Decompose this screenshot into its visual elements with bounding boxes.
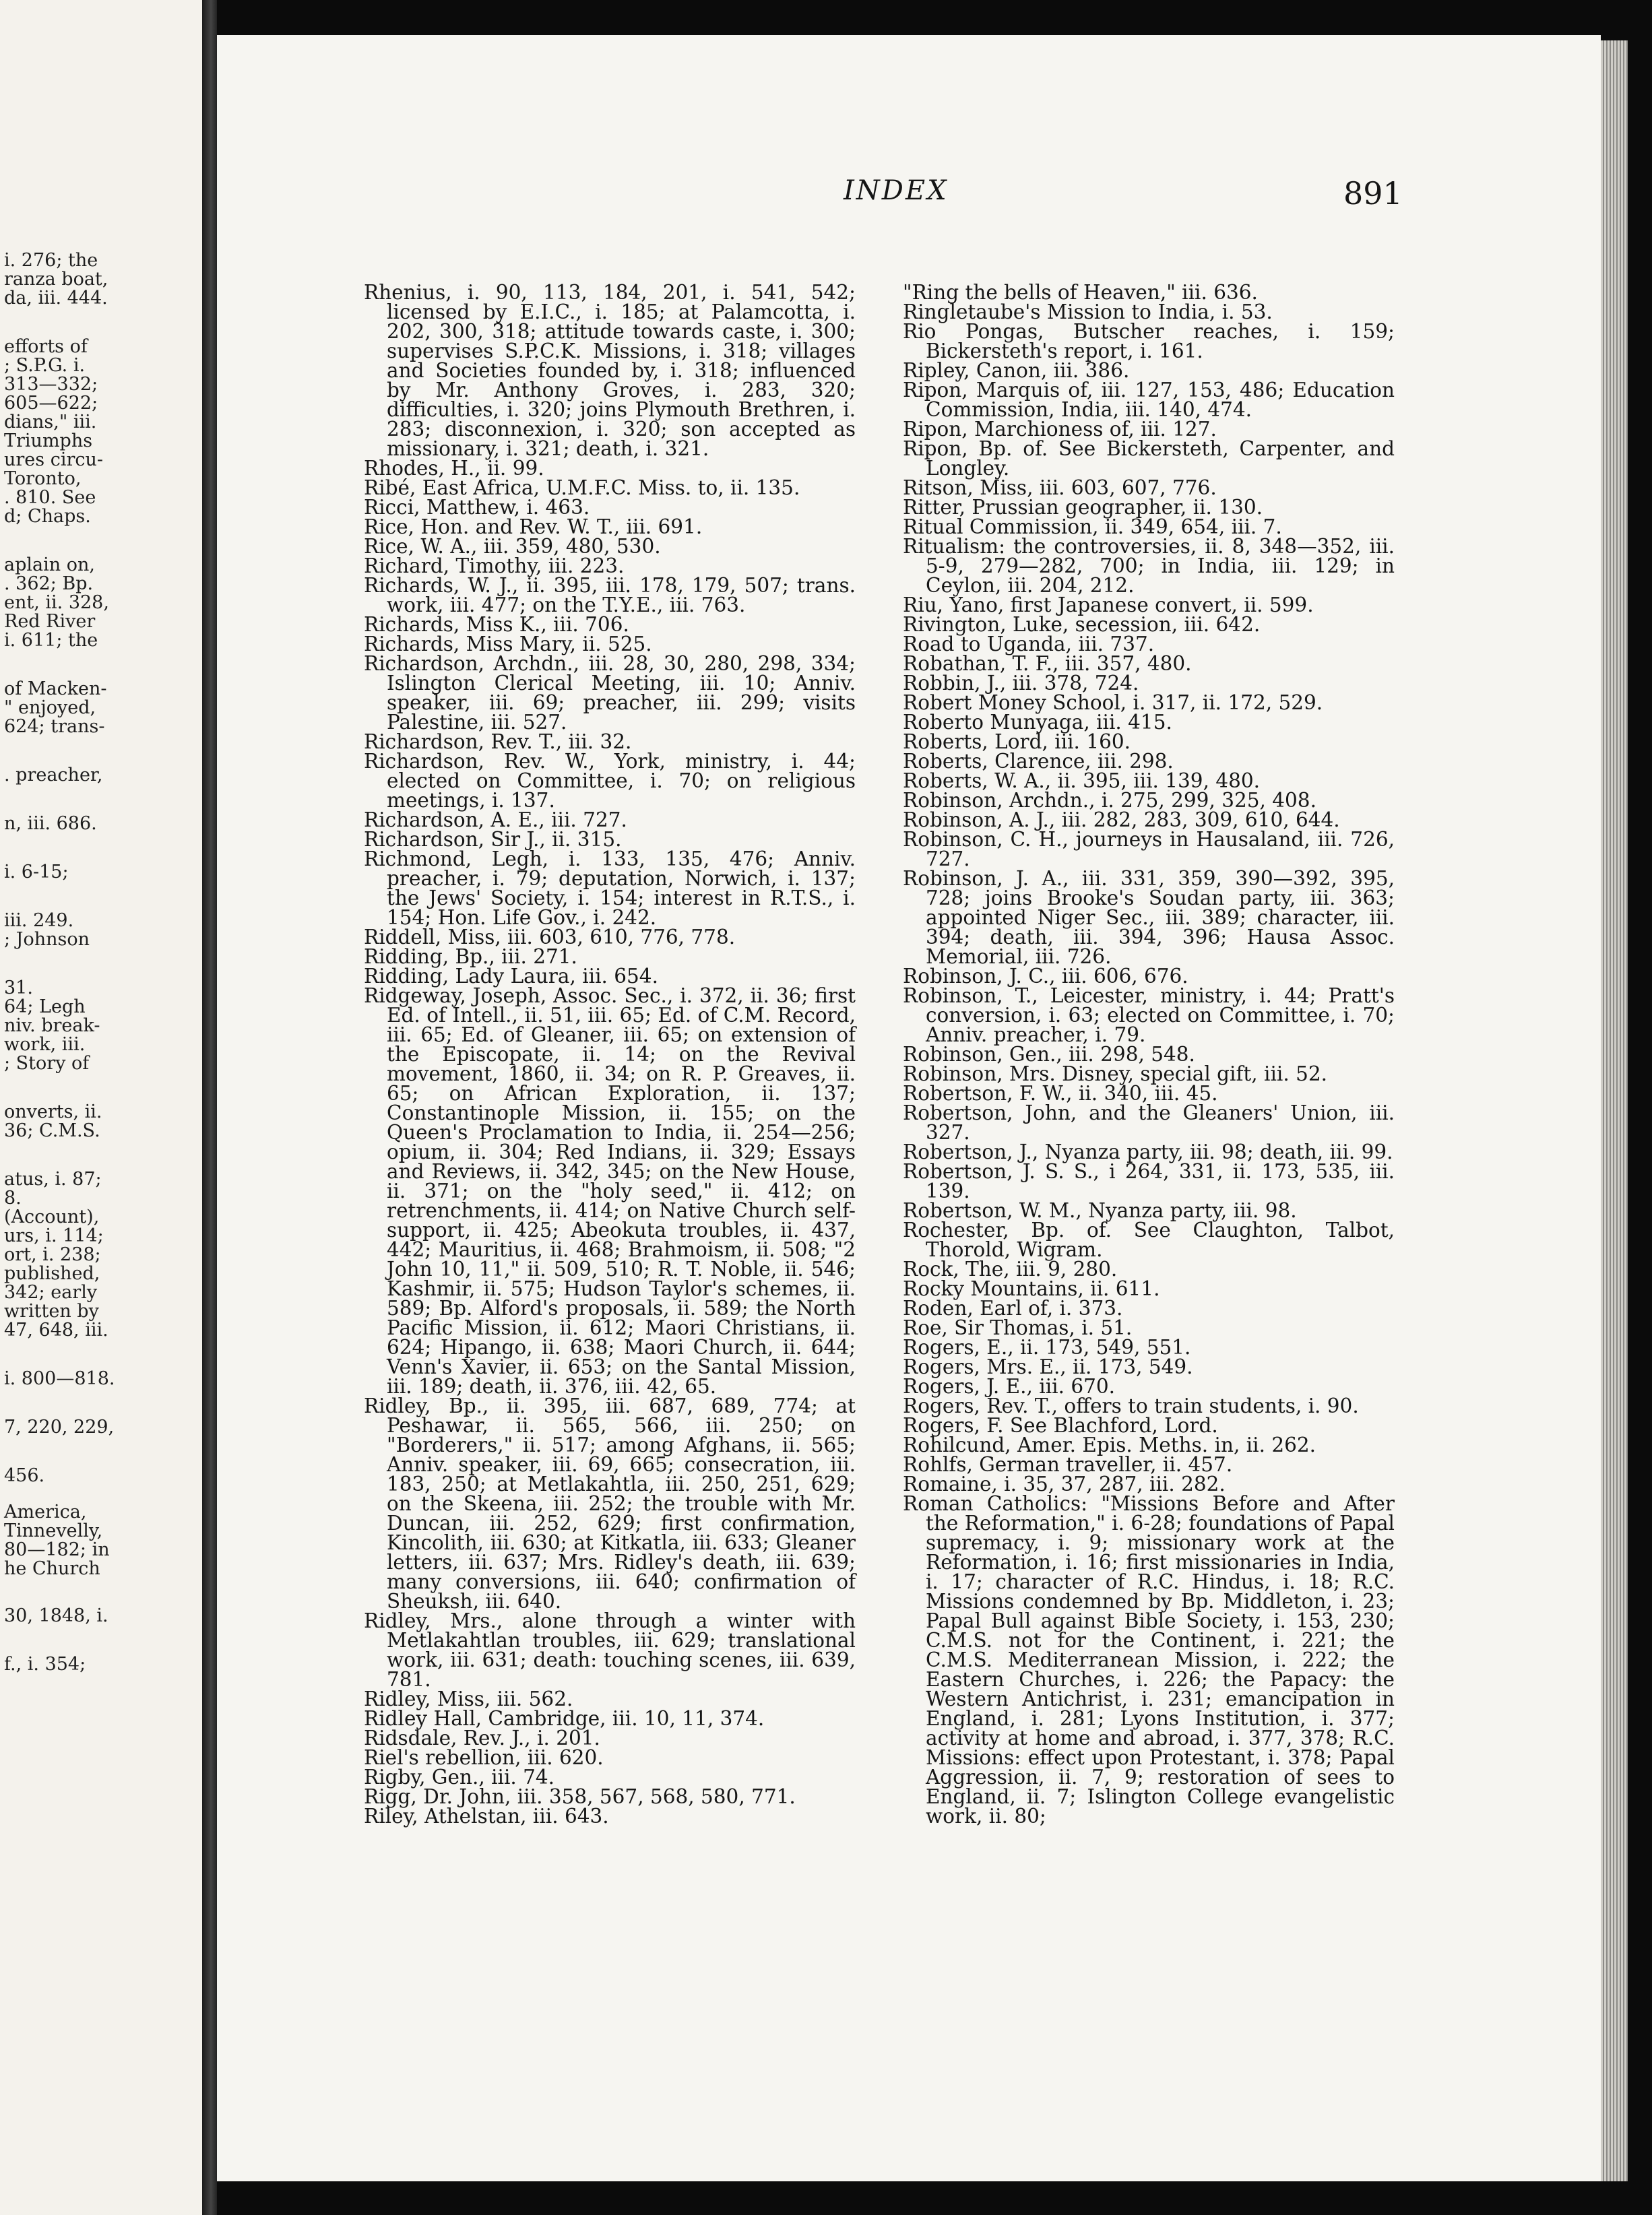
facing-page-line: Triumphs <box>4 430 93 451</box>
facing-page-line: . 810. See <box>4 487 96 508</box>
index-entry: Robinson, Archdn., i. 275, 299, 325, 408. <box>903 789 1316 812</box>
facing-page-line: dians," iii. <box>4 412 97 432</box>
facing-page-line: atus, i. 87; <box>4 1169 102 1190</box>
index-entry: Ripon, Bp. of. See Bickersteth, Carpenter, and Longley. <box>903 437 1395 480</box>
facing-page-line: 31. <box>4 977 33 998</box>
index-entry: Robertson, F. W., ii. 340, iii. 45. <box>903 1082 1218 1105</box>
index-entry: Rochester, Bp. of. See Claughton, Talbot, Thorold, Wigram. <box>903 1219 1395 1261</box>
facing-page-line: 342; early <box>4 1282 98 1303</box>
index-entry: Robertson, W. M., Nyanza party, iii. 98. <box>903 1199 1297 1222</box>
index-entry: Richardson, Sir J., ii. 315. <box>364 828 622 851</box>
facing-page-line: 456. <box>4 1465 45 1486</box>
facing-page-line: i. 6-15; <box>4 862 69 882</box>
index-entry: Richardson, A. E., iii. 727. <box>364 808 627 831</box>
index-entry: Robbin, J., iii. 378, 724. <box>903 672 1139 695</box>
facing-page-line: iii. 249. <box>4 910 74 931</box>
index-entry: Robertson, J. S. S., i 264, 331, ii. 173, 535, iii. 139. <box>903 1160 1395 1202</box>
facing-page-line: written by <box>4 1301 99 1322</box>
facing-page-line: niv. break- <box>4 1015 100 1036</box>
facing-page-line: (Account), <box>4 1207 100 1227</box>
facing-page-line: ranza boat, <box>4 269 108 290</box>
index-column-right <box>903 283 1395 1826</box>
facing-page-line: 605—622; <box>4 393 98 414</box>
facing-page-fragment <box>0 0 202 2215</box>
index-entry: Robinson, T., Leicester, ministry, i. 44; Pratt's conversion, i. 63; elected on Committee, i. 70; Anniv. preacher, i. 79. <box>903 984 1395 1046</box>
index-entry: Ridding, Bp., iii. 271. <box>364 945 577 968</box>
facing-page-line: ort, i. 238; <box>4 1244 101 1265</box>
facing-page-line: Red River <box>4 611 96 632</box>
index-entry: Rogers, Rev. T., offers to train students, i. 90. <box>903 1394 1359 1417</box>
facing-page-line: published, <box>4 1263 100 1284</box>
facing-page-line: . 362; Bp. <box>4 573 94 594</box>
facing-page-line: 36; C.M.S. <box>4 1120 100 1141</box>
index-entry: Rigby, Gen., iii. 74. <box>364 1766 555 1789</box>
facing-page-line: da, iii. 444. <box>4 288 108 309</box>
index-entry: Ritter, Prussian geographer, ii. 130. <box>903 496 1263 519</box>
index-entry: Ridley, Miss, iii. 562. <box>364 1688 573 1710</box>
index-entry: Rio Pongas, Butscher reaches, i. 159; Bickersteth's report, i. 161. <box>903 320 1395 362</box>
facing-page-line: ; Story of <box>4 1053 90 1074</box>
index-entry: Rogers, F. See Blachford, Lord. <box>903 1414 1218 1437</box>
index-entry: Riel's rebellion, iii. 620. <box>364 1746 604 1769</box>
facing-page-line: ; Johnson <box>4 929 90 950</box>
facing-page-line: 47, 648, iii. <box>4 1320 108 1341</box>
index-entry: Ripley, Canon, iii. 386. <box>903 359 1130 382</box>
index-entry: Robertson, John, and the Gleaners' Union, iii. 327. <box>903 1101 1395 1144</box>
index-entry: Richard, Timothy, iii. 223. <box>364 554 625 577</box>
facing-page-line: i. 800—818. <box>4 1368 115 1389</box>
index-entry: Richardson, Rev. W., York, ministry, i. 44; elected on Committee, i. 70; on religious meetings, i. 137. <box>364 750 856 812</box>
facing-page-line: " enjoyed, <box>4 697 96 718</box>
facing-page-line: ent, ii. 328, <box>4 592 109 613</box>
facing-page-line: urs, i. 114; <box>4 1225 104 1246</box>
index-entry: Ridley, Bp., ii. 395, iii. 687, 689, 774; at Peshawar, ii. 565, 566, iii. 250; on "Borderers," ii. 517; among Afghans, ii. 565; Anniv. speaker, iii. 69, 665; consecration, iii. 183, 250; at Metlakahtla, iii. 250, 251, 629; on the Skeena, iii. 252; the trouble with Mr. Duncan, iii. 252, 629; first confirmation, Kincolith, iii. 630; at Kitkatla, iii. 633; Gleaner letters, iii. 637; Mrs. Ridley's death, iii. 639; many conversions, iii. 640; confirmation of Sheuksh, iii. 640. <box>364 1394 856 1613</box>
index-entry: Ridley, Mrs., alone through a winter with Metlakahtlan troubles, iii. 629; translational work, iii. 631; death: touching scenes, iii. 639, 781. <box>364 1609 856 1691</box>
index-entry: Richards, W. J., ii. 395, iii. 178, 179, 507; trans. work, iii. 477; on the T.Y.E., iii. 763. <box>364 574 856 616</box>
index-entry: Richards, Miss Mary, ii. 525. <box>364 633 652 655</box>
index-entry: Rogers, E., ii. 173, 549, 551. <box>903 1336 1191 1359</box>
index-entry: Rogers, J. E., iii. 670. <box>903 1375 1116 1398</box>
index-entry: Richardson, Archdn., iii. 28, 30, 280, 298, 334; Islington Clerical Meeting, iii. 10; Anniv. speaker, iii. 69; preacher, iii. 299; visits Palestine, iii. 527. <box>364 652 856 734</box>
facing-page-line: 64; Legh <box>4 996 86 1017</box>
index-page <box>217 35 1601 2181</box>
index-entry: Robinson, J. C., iii. 606, 676. <box>903 965 1188 988</box>
index-entry: Roman Catholics: "Missions Before and After the Reformation," i. 6-28; foundations of Papal supremacy, i. 9; missionary work at the Reformation, i. 16; first missionaries in India, i. 17; character of R.C. Hindus, i. 18; R.C. Missions condemned by Bp. Middleton, i. 23; Papal Bull against Bible Society, i. 153, 230; C.M.S. not for the Continent, i. 221; the C.M.S. Mediterranean Mission, i. 222; the Eastern Churches, i. 226; the Papacy: the Western Antichrist, i. 231; emancipation in England, i. 281; Lyons Institution, i. 377; activity at home and abroad, i. 377, 378; R.C. Missions: effect upon Protestant, i. 378; Papal Aggression, ii. 7, 9; restoration of sees to England, ii. 7; Islington College evangelistic work, ii. 80; <box>903 1492 1395 1828</box>
facing-page-line: Tinnevelly, <box>4 1520 103 1541</box>
index-entry: Rohilcund, Amer. Epis. Meths. in, ii. 262. <box>903 1434 1316 1456</box>
index-entry: Robinson, A. J., iii. 282, 283, 309, 610, 644. <box>903 808 1340 831</box>
index-entry: Robinson, Gen., iii. 298, 548. <box>903 1043 1195 1066</box>
facing-page-line: Toronto, <box>4 468 82 489</box>
index-entry: Riu, Yano, first Japanese convert, ii. 599. <box>903 593 1314 616</box>
index-entry: Robert Money School, i. 317, ii. 172, 529. <box>903 691 1323 714</box>
index-entry: Rice, W. A., iii. 359, 480, 530. <box>364 535 661 558</box>
index-entry: Rigg, Dr. John, iii. 358, 567, 568, 580, 771. <box>364 1785 796 1808</box>
index-column-left <box>364 283 856 1826</box>
index-entry: Ritualism: the controversies, ii. 8, 348—352, iii. 5-9, 279—282, 700; in India, iii. 129; in Ceylon, iii. 204, 212. <box>903 535 1395 597</box>
index-entry: Robathan, T. F., iii. 357, 480. <box>903 652 1192 675</box>
index-entry: Robinson, C. H., journeys in Hausaland, iii. 726, 727. <box>903 828 1395 870</box>
index-entry: Ringletaube's Mission to India, i. 53. <box>903 300 1273 323</box>
index-entry: Robinson, Mrs. Disney, special gift, iii. 52. <box>903 1062 1327 1085</box>
facing-page-line: 624; trans- <box>4 716 105 737</box>
index-entry: Ritson, Miss, iii. 603, 607, 776. <box>903 476 1217 499</box>
index-entry: Riley, Athelstan, iii. 643. <box>364 1805 609 1828</box>
index-entry: Rhodes, H., ii. 99. <box>364 457 544 480</box>
index-entry: Ridley Hall, Cambridge, iii. 10, 11, 374. <box>364 1707 765 1730</box>
index-entry: Ribé, East Africa, U.M.F.C. Miss. to, ii. 135. <box>364 476 800 499</box>
facing-page-line: i. 276; the <box>4 250 98 271</box>
facing-page-line: work, iii. <box>4 1034 86 1055</box>
index-entry: Ricci, Matthew, i. 463. <box>364 496 590 519</box>
index-entry: Roberto Munyaga, iii. 415. <box>903 711 1172 734</box>
index-entry: Robinson, J. A., iii. 331, 359, 390—392, 395, 728; joins Brooke's Soudan party, iii. 363; appointed Niger Sec., iii. 389; character, iii. 394; death, iii. 394, 396; Hausa Assoc. Memorial, iii. 726. <box>903 867 1395 968</box>
facing-page-line: aplain on, <box>4 554 95 575</box>
facing-page-line: . preacher, <box>4 765 103 785</box>
index-entry: Rogers, Mrs. E., ii. 173, 549. <box>903 1355 1193 1378</box>
index-entry: Romaine, i. 35, 37, 287, iii. 282. <box>903 1473 1226 1496</box>
index-entry: Rohlfs, German traveller, ii. 457. <box>903 1453 1233 1476</box>
index-entry: Ridsdale, Rev. J., i. 201. <box>364 1727 600 1749</box>
facing-page-line: onverts, ii. <box>4 1101 102 1122</box>
facing-page-line: 8. <box>4 1188 22 1209</box>
index-entry: Ripon, Marquis of, iii. 127, 153, 486; Education Commission, India, iii. 140, 474. <box>903 379 1395 421</box>
index-entry: Rhenius, i. 90, 113, 184, 201, i. 541, 542; licensed by E.I.C., i. 185; at Palamcotta, i. 202, 300, 318; attitude towards caste, i. 300; supervises S.P.C.K. Missions, i. 318; villages and Societies founded by, i. 318; influenced by Mr. Anthony Groves, i. 283, 320; difficulties, i. 320; joins Plymouth Brethren, i. 283; disconnexion, i. 320; son accepted as missionary, i. 321; death, i. 321. <box>364 281 856 460</box>
index-entry: Richmond, Legh, i. 133, 135, 476; Anniv. preacher, i. 79; deputation, Norwich, i. 137; the Jews' Society, i. 154; interest in R.T.S., i. 154; Hon. Life Gov., i. 242. <box>364 847 856 929</box>
index-entry: Rock, The, iii. 9, 280. <box>903 1258 1118 1281</box>
facing-page-line: efforts of <box>4 336 88 357</box>
facing-page-line: 80—182; in <box>4 1539 110 1560</box>
index-entry: Road to Uganda, iii. 737. <box>903 633 1155 655</box>
running-head: INDEX <box>844 175 949 206</box>
facing-page-line: d; Chaps. <box>4 506 91 527</box>
page-number: 891 <box>1343 175 1403 212</box>
index-entry: Ridding, Lady Laura, iii. 654. <box>364 965 658 988</box>
page-edges <box>1601 40 1628 2181</box>
facing-page-line: 7, 220, 229, <box>4 1417 115 1438</box>
index-entry: Ripon, Marchioness of, iii. 127. <box>903 418 1217 441</box>
index-entry: Rivington, Luke, secession, iii. 642. <box>903 613 1261 636</box>
index-entry: Roden, Earl of, i. 373. <box>903 1297 1123 1320</box>
index-entry: Roe, Sir Thomas, i. 51. <box>903 1316 1133 1339</box>
index-entry: Roberts, Lord, iii. 160. <box>903 730 1131 753</box>
index-entry: Roberts, Clarence, iii. 298. <box>903 750 1174 773</box>
facing-page-line: ; S.P.G. i. <box>4 355 86 376</box>
index-entry: Richardson, Rev. T., iii. 32. <box>364 730 632 753</box>
facing-page-line: 30, 1848, i. <box>4 1605 108 1626</box>
index-entry: Riddell, Miss, iii. 603, 610, 776, 778. <box>364 926 736 949</box>
facing-page-line: 313—332; <box>4 374 98 395</box>
facing-page-line: f., i. 354; <box>4 1654 86 1675</box>
index-entry: "Ring the bells of Heaven," iii. 636. <box>903 281 1258 304</box>
index-entry: Richards, Miss K., iii. 706. <box>364 613 629 636</box>
facing-page-line: n, iii. 686. <box>4 813 97 834</box>
index-entry: Robertson, J., Nyanza party, iii. 98; death, iii. 99. <box>903 1141 1393 1163</box>
facing-page-line: he Church <box>4 1558 100 1579</box>
facing-page-line: ures circu- <box>4 449 104 470</box>
facing-page-line: i. 611; the <box>4 630 98 651</box>
index-entry: Ritual Commission, ii. 349, 654, iii. 7. <box>903 515 1282 538</box>
index-entry: Rice, Hon. and Rev. W. T., iii. 691. <box>364 515 703 538</box>
facing-page-line: America, <box>4 1502 87 1522</box>
book-gutter <box>202 0 217 2215</box>
index-entry: Roberts, W. A., ii. 395, iii. 139, 480. <box>903 769 1261 792</box>
index-entry: Rocky Mountains, ii. 611. <box>903 1277 1160 1300</box>
facing-page-line: of Macken- <box>4 678 107 699</box>
index-entry: Ridgeway, Joseph, Assoc. Sec., i. 372, ii. 36; first Ed. of Intell., ii. 51, iii. 65; Ed. of C.M. Record, iii. 65; Ed. of Gleaner, iii. 65; on extension of the Episcopate, ii. 14; on the Revival movement, 1860, ii. 34; on R. P. Greaves, ii. 65; on African Exploration, ii. 137; Constantinople Mission, ii. 155; on the Queen's Proclamation to India, ii. 254—256; opium, ii. 304; Red Indians, ii. 329; Essays and Reviews, ii. 342, 345; on the New House, ii. 371; on the "holy seed," ii. 412; on retrenchments, ii. 414; on Native Church self-support, ii. 425; Abeokuta troubles, ii. 437, 442; Mauritius, ii. 468; Brahmoism, ii. 508; "2 John 10, 11," ii. 509, 510; R. T. Noble, ii. 546; Kashmir, ii. 575; Hudson Taylor's schemes, ii. 589; Bp. Alford's proposals, ii. 589; the North Pacific Mission, ii. 612; Maori Christians, ii. 624; Hipango, ii. 638; Maori Church, ii. 644; Venn's Xavier, ii. 653; on the Santal Mission, iii. 189; death, ii. 376, iii. 42, 65. <box>364 984 856 1398</box>
